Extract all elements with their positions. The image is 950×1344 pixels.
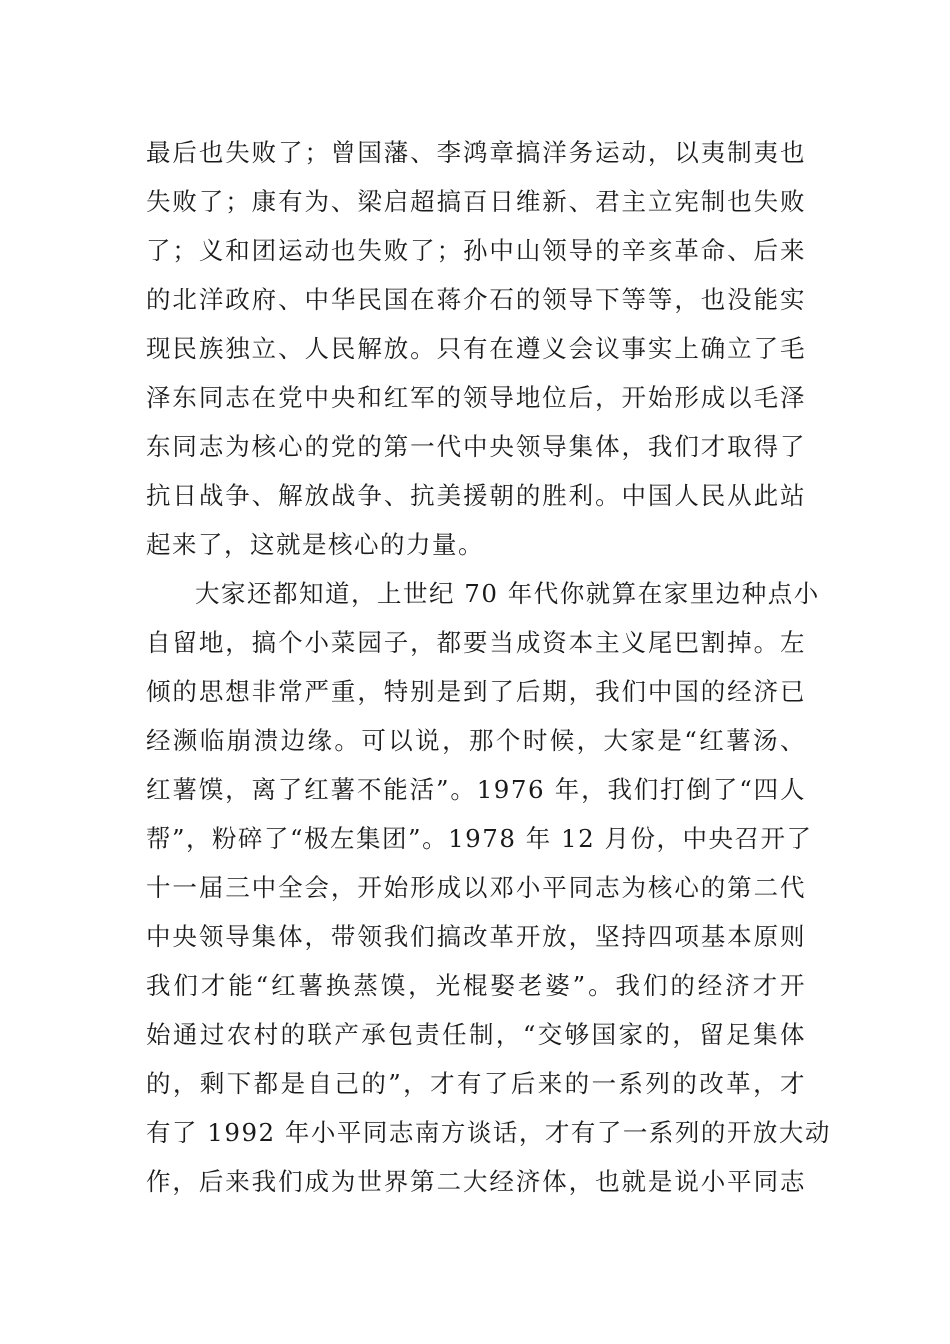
text-line: 始通过农村的联产承包责任制，“交够国家的，留足集体 bbox=[146, 1020, 806, 1049]
text-line: 帮”，粉碎了“极左集团”。1978 年 12 月份，中央召开了 bbox=[146, 824, 813, 853]
paragraph-1 bbox=[146, 128, 806, 569]
text-line: 有了 1992 年小平同志南方谈话，才有了一系列的开放大动 bbox=[146, 1118, 831, 1147]
body-text bbox=[146, 128, 831, 1206]
text-line: 作，后来我们成为世界第二大经济体，也就是说小平同志 bbox=[146, 1167, 806, 1196]
text-line: 经濒临崩溃边缘。可以说，那个时候，大家是“红薯汤、 bbox=[146, 726, 806, 755]
text-line: 十一届三中全会，开始形成以邓小平同志为核心的第二代 bbox=[146, 873, 806, 902]
text-line: 了；义和团运动也失败了；孙中山领导的辛亥革命、后来 bbox=[146, 236, 806, 265]
text-line: 自留地，搞个小菜园子，都要当成资本主义尾巴割掉。左 bbox=[146, 628, 806, 657]
text-line: 倾的思想非常严重，特别是到了后期，我们中国的经济已 bbox=[146, 677, 806, 706]
text-line: 的北洋政府、中华民国在蒋介石的领导下等等，也没能实 bbox=[146, 285, 806, 314]
text-line: 大家还都知道，上世纪 70 年代你就算在家里边种点小 bbox=[195, 579, 820, 608]
text-line: 起来了，这就是核心的力量。 bbox=[146, 530, 484, 559]
paragraph-2 bbox=[146, 569, 831, 1206]
text-line: 泽东同志在党中央和红军的领导地位后，开始形成以毛泽 bbox=[146, 383, 806, 412]
text-line: 现民族独立、人民解放。只有在遵义会议事实上确立了毛 bbox=[146, 334, 806, 363]
text-line: 东同志为核心的党的第一代中央领导集体，我们才取得了 bbox=[146, 432, 806, 461]
text-line: 失败了；康有为、梁启超搞百日维新、君主立宪制也失败 bbox=[146, 187, 806, 216]
text-line: 中央领导集体，带领我们搞改革开放，坚持四项基本原则 bbox=[146, 922, 806, 951]
text-line: 最后也失败了；曾国藩、李鸿章搞洋务运动，以夷制夷也 bbox=[146, 138, 806, 167]
text-line: 抗日战争、解放战争、抗美援朝的胜利。中国人民从此站 bbox=[146, 481, 806, 510]
text-line: 红薯馍，离了红薯不能活”。1976 年，我们打倒了“四人 bbox=[146, 775, 806, 804]
text-line: 我们才能“红薯换蒸馍，光棍娶老婆”。我们的经济才开 bbox=[146, 971, 806, 1000]
text-line: 的，剩下都是自己的”，才有了后来的一系列的改革，才 bbox=[146, 1069, 806, 1098]
